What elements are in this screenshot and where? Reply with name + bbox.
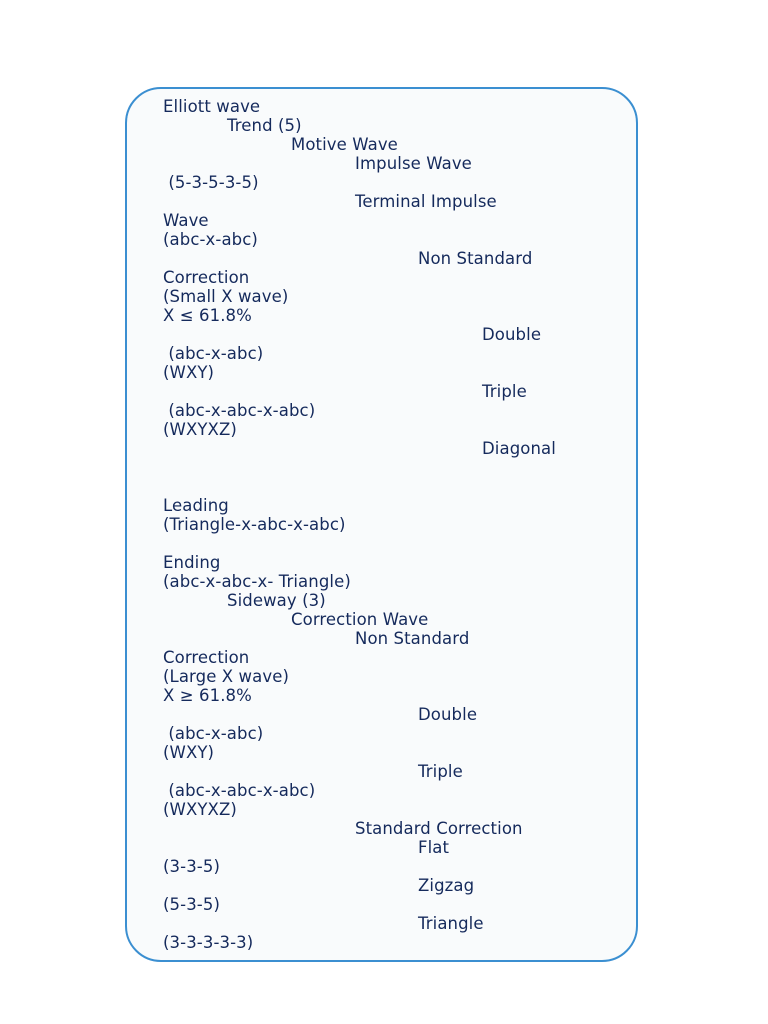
tree-line: (abc-x-abc-x-abc) [163, 781, 316, 800]
tree-line: Correction Wave [291, 610, 429, 629]
tree-line: (WXY) [163, 743, 215, 762]
tree-line: Sideway (3) [227, 591, 326, 610]
tree-line: Correction [163, 648, 250, 667]
tree-line: Ending [163, 553, 221, 572]
tree-line: Standard Correction [355, 819, 523, 838]
tree-line: (Small X wave) [163, 287, 289, 306]
tree-line: Non Standard [418, 249, 533, 268]
tree-line: X ≥ 61.8% [163, 686, 252, 705]
tree-line: Flat [418, 838, 450, 857]
tree-line: (3-3-5) [163, 857, 220, 876]
tree-line: (3-3-3-3-3) [163, 933, 254, 952]
tree-line: (5-3-5-3-5) [163, 173, 259, 192]
tree-line: (abc-x-abc) [163, 724, 264, 743]
tree-line: Triple [482, 382, 527, 401]
tree-line: Motive Wave [291, 135, 398, 154]
tree-line: Diagonal [482, 439, 556, 458]
tree-line: Terminal Impulse [355, 192, 497, 211]
tree-line: Double [418, 705, 478, 724]
tree-line: (WXYXZ) [163, 800, 237, 819]
tree-line: X ≤ 61.8% [163, 306, 252, 325]
tree-line: Zigzag [418, 876, 475, 895]
tree-line: (abc-x-abc-x-abc) [163, 401, 316, 420]
tree-line: (abc-x-abc-x- Triangle) [163, 572, 351, 591]
tree-line: Leading [163, 496, 229, 515]
tree-line: (abc-x-abc) [163, 230, 258, 249]
tree-line: (Large X wave) [163, 667, 290, 686]
tree-line: Triangle [418, 914, 484, 933]
tree-line: Triple [418, 762, 463, 781]
tree-line: Impulse Wave [355, 154, 472, 173]
tree-line: Double [482, 325, 542, 344]
tree-line: Trend (5) [227, 116, 302, 135]
tree-line: Non Standard [355, 629, 470, 648]
tree-line: Elliott wave [163, 97, 261, 116]
tree-line: Correction [163, 268, 250, 287]
tree-line: (5-3-5) [163, 895, 220, 914]
tree-line: (WXYXZ) [163, 420, 237, 439]
tree-line: (WXY) [163, 363, 215, 382]
tree-line: (abc-x-abc) [163, 344, 264, 363]
tree-line: (Triangle-x-abc-x-abc) [163, 515, 346, 534]
tree-line: Wave [163, 211, 209, 230]
